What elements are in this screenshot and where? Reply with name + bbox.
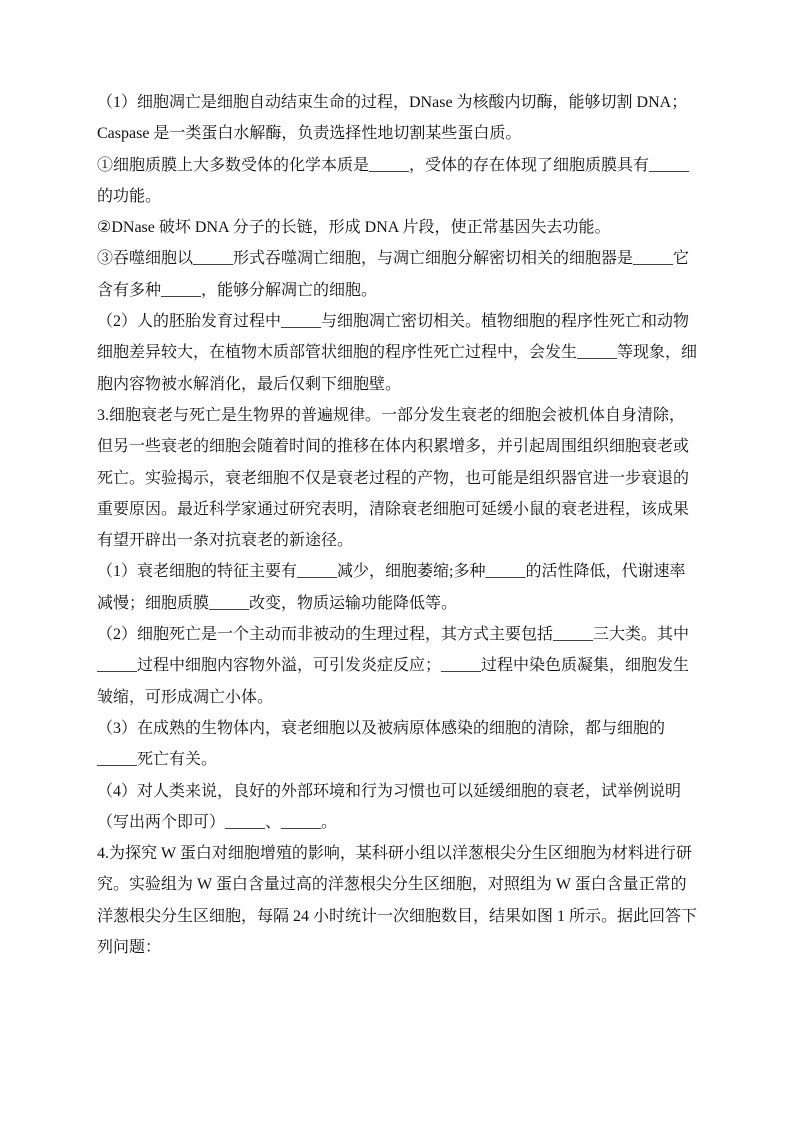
text-line: 死亡。实验揭示，衰老细胞不仅是衰老过程的产物，也可能是组织器官进一步衰退的 (97, 469, 690, 487)
q3-part1 (97, 556, 737, 619)
text-line: （1）细胞凋亡是细胞自动结束生命的过程，DNase 为核酸内切酶，能够切割 DNA； (97, 94, 688, 111)
text-line: 列问题： (97, 939, 162, 957)
text-line: （写出两个即可）_____、_____。 (97, 813, 338, 831)
text-line: 4.为探究 W 蛋白对细胞增殖的影响，某科研小组以洋葱根尖分生区细胞为材料进行研 (97, 845, 692, 863)
text-line: 重要原因。最近科学家通过研究表明，清除衰老细胞可延缓小鼠的衰老进程，该成果 (97, 500, 690, 518)
q2-item1 (97, 150, 737, 213)
text-line: 有望开辟出一条对抗衰老的新途径。 (97, 532, 354, 550)
text-line: 含有多种_____，能够分解凋亡的细胞。 (97, 281, 378, 299)
text-line: ①细胞质膜上大多数受体的化学本质是_____，受体的存在体现了细胞质膜具有_____ (97, 156, 690, 174)
text-line: 3.细胞衰老与死亡是生物界的普遍规律。一部分发生衰老的细胞会被机体自身清除， (97, 406, 686, 424)
text-line: 的功能。 (97, 187, 162, 205)
text-line: （1）衰老细胞的特征主要有_____减少，细胞萎缩;多种_____的活性降低，代谢速率 (97, 563, 686, 581)
text-line: （4）对人类来说，良好的外部环境和行为习惯也可以延缓细胞的衰老，试举例说明 (97, 782, 682, 800)
q3-part4 (97, 776, 737, 839)
q2-part2 (97, 306, 737, 400)
text-line: _____死亡有关。 (97, 751, 218, 769)
text-line: 皱缩，可形成凋亡小体。 (97, 688, 274, 706)
text-line: Caspase 是一类蛋白水解酶，负责选择性地切割某些蛋白质。 (97, 125, 522, 143)
text-line: 洋葱根尖分生区细胞，每隔 24 小时统计一次细胞数目，结果如图 1 所示。据此回答下 (97, 907, 698, 925)
text-line: （2）人的胚胎发育过程中_____与细胞凋亡密切相关。植物细胞的程序性死亡和动物 (97, 313, 690, 331)
text-line: ②DNase 破坏 DNA 分子的长链，形成 DNA 片段，使正常基因失去功能。 (97, 219, 611, 237)
q2-item3 (97, 243, 737, 306)
text-line: 究。实验组为 W 蛋白含量过高的洋葱根尖分生区细胞，对照组为 W 蛋白含量正常的 (97, 876, 687, 894)
text-line: （3）在成熟的生物体内，衰老细胞以及被病原体感染的细胞的清除，都与细胞的 (97, 719, 666, 737)
text-line: 但另一些衰老的细胞会随着时间的推移在体内积累增多，并引起周围组织细胞衰老或 (97, 438, 690, 456)
text-line: _____过程中细胞内容物外溢，可引发炎症反应；_____过程中染色质凝集，细胞发生 (97, 657, 690, 675)
q3-part3 (97, 713, 737, 776)
text-line: 减慢；细胞质膜_____改变，物质运输功能降低等。 (97, 594, 458, 612)
q3-stem (97, 400, 737, 556)
q4-stem (97, 838, 737, 963)
q3-part2 (97, 619, 737, 713)
q2-item2 (97, 212, 737, 243)
text-line: （2）细胞死亡是一个主动而非被动的生理过程，其方式主要包括_____三大类。其中 (97, 626, 690, 644)
document-page (97, 87, 737, 963)
text-line: 细胞差异较大，在植物木质部管状细胞的程序性死亡过程中，会发生_____等现象，细 (97, 344, 698, 362)
q2-part1-intro (97, 87, 737, 150)
text-line: 胞内容物被水解消化，最后仅剩下细胞壁。 (97, 375, 402, 393)
text-line: ③吞噬细胞以_____形式吞噬凋亡细胞，与凋亡细胞分解密切相关的细胞器是_____它 (97, 250, 690, 268)
